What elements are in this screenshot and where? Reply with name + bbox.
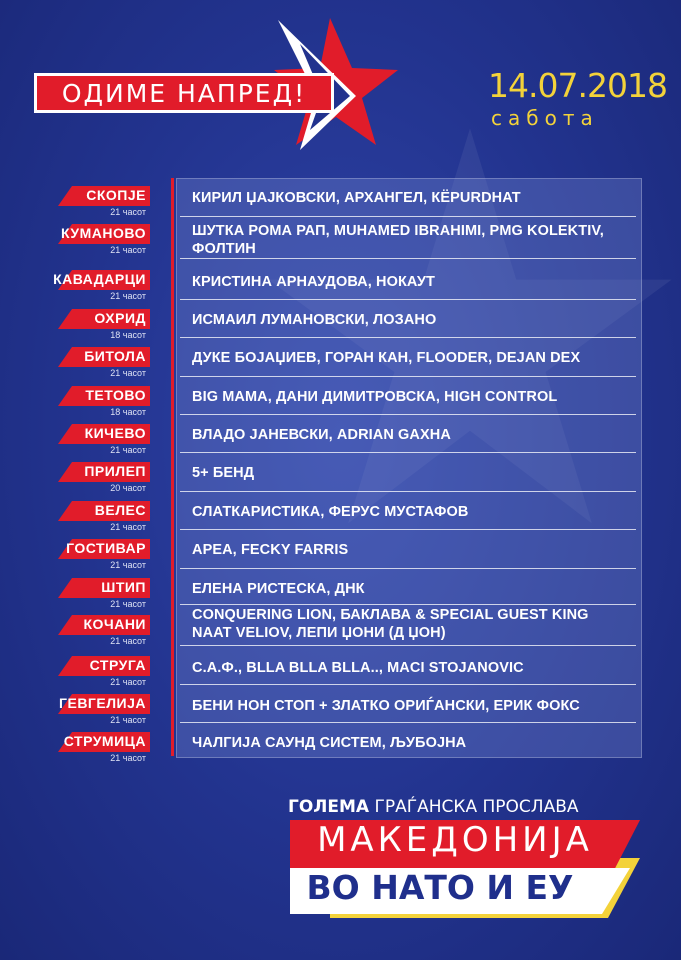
performers: ШУТКА РОМА РАП, MUHAMED IBRAHIMI, PMG KOLEKTIV, ФОЛТИН (192, 223, 604, 257)
city-tag (58, 539, 150, 570)
performers: СЛАТКАРИСТИКА, ФЕРУС МУСТАФОВ (192, 504, 469, 520)
city-tag (58, 732, 150, 763)
city-name: КИЧЕВО (84, 425, 146, 441)
city-time: 21 часот (110, 560, 146, 570)
performers: ИСМАИЛ ЛУМАНОВСКИ, ЛОЗАНО (192, 312, 437, 328)
performers: ДУКЕ БОЈАЏИЕВ, ГОРАН КАН, FLOODER, DEJAN DEX (192, 350, 581, 366)
performers: ВЛАДО ЈАНЕВСКИ, ADRIAN GAXHA (192, 427, 451, 443)
row-divider (180, 491, 636, 492)
city-time: 21 часот (110, 245, 146, 255)
performers: ЧАЛГИЈА САУНД СИСТЕМ, ЉУБОЈНА (192, 735, 467, 751)
row-divider (180, 299, 636, 300)
city-name: ОХРИД (94, 310, 146, 326)
city-tag (58, 578, 150, 609)
celebration-rest: ГРАЃАНСКА ПРОСЛАВА (369, 797, 579, 817)
city-tag (58, 224, 150, 255)
banner-line2: ВО НАТО И ЕУ (306, 868, 574, 907)
city-tag (58, 309, 150, 340)
celebration-title (288, 797, 579, 817)
city-time: 21 часот (110, 522, 146, 532)
performers: BIG MAMA, ДАНИ ДИМИТРОВСКА, HIGH CONTROL (192, 389, 558, 405)
row-divider (180, 414, 636, 415)
row-divider (180, 684, 636, 685)
city-tag (53, 270, 150, 301)
city-time: 21 часот (110, 368, 146, 378)
row-divider (180, 376, 636, 377)
event-date: 14.07.2018 (488, 66, 667, 105)
performers: БЕНИ НОН СТОП + ЗЛАТКО ОРИЃАНСКИ, ЕРИК ФОКС (192, 698, 580, 714)
banner-line1: МАКЕДОНИЈА (317, 820, 593, 860)
row-divider (180, 452, 636, 453)
city-tag (58, 656, 150, 687)
city-tag (58, 424, 150, 455)
city-time: 21 часот (110, 636, 146, 646)
city-time: 20 часот (110, 483, 146, 493)
row-divider (180, 529, 636, 530)
city-name: ШТИП (101, 579, 146, 595)
city-name: ПРИЛЕП (84, 463, 146, 479)
row-divider (180, 722, 636, 723)
city-name: БИТОЛА (84, 348, 146, 364)
city-time: 21 часот (110, 445, 146, 455)
city-time: 18 часот (110, 330, 146, 340)
schedule-divider (171, 178, 174, 756)
city-time: 21 часот (110, 753, 146, 763)
city-name: СКОПЈЕ (86, 187, 146, 203)
event-weekday: сабота (491, 106, 599, 130)
row-divider (180, 258, 636, 259)
city-name: ГОСТИВАР (66, 540, 146, 556)
slogan-banner (34, 73, 334, 113)
city-name: СТРУМИЦА (63, 733, 146, 749)
row-divider (180, 337, 636, 338)
city-time: 18 часот (110, 407, 146, 417)
city-time: 21 часот (110, 291, 146, 301)
city-name: КОЧАНИ (83, 616, 146, 632)
city-tag (58, 462, 150, 493)
performers: КИРИЛ ЏАЈКОВСКИ, АРХАНГЕЛ, КЁРURDHAT (192, 190, 521, 206)
city-time: 21 часот (110, 207, 146, 217)
city-name: ГЕВГЕЛИЈА (59, 695, 146, 711)
performers: CONQUERING LION, БАКЛАВА & SPECIAL GUEST KING NAAT VELIOV, ЛЕПИ ЏОНИ (Д ЏОН) (192, 607, 589, 641)
city-tag (58, 615, 150, 646)
city-tag (58, 347, 150, 378)
city-time: 21 часот (110, 715, 146, 725)
row-divider (180, 216, 636, 217)
city-name: СТРУГА (89, 657, 146, 673)
city-time: 21 часот (110, 599, 146, 609)
city-tag (58, 501, 150, 532)
city-name: ВЕЛЕС (94, 502, 146, 518)
row-divider (180, 645, 636, 646)
city-name: ТЕТОВО (85, 387, 146, 403)
performers: С.А.Ф., BLLA BLLA BLLA.., MACI STOJANOVIC (192, 660, 524, 676)
city-tag (58, 386, 150, 417)
city-tag (58, 186, 150, 217)
city-tag (58, 694, 150, 725)
performers: 5+ БЕНД (192, 465, 255, 481)
city-time: 21 часот (110, 677, 146, 687)
performers: ЕЛЕНА РИСТЕСКА, ДНК (192, 581, 365, 597)
row-divider (180, 604, 636, 605)
slogan-text: ОДИМЕ НАПРЕД! (61, 78, 307, 108)
city-name: КАВАДАРЦИ (53, 271, 146, 287)
celebration-bold: ГОЛЕМА (288, 797, 370, 817)
performers: КРИСТИНА АРНАУДОВА, НОКАУТ (192, 274, 436, 290)
performers: АРЕА, FECKY FARRIS (192, 542, 349, 558)
row-divider (180, 568, 636, 569)
city-name: КУМАНОВО (60, 225, 146, 241)
